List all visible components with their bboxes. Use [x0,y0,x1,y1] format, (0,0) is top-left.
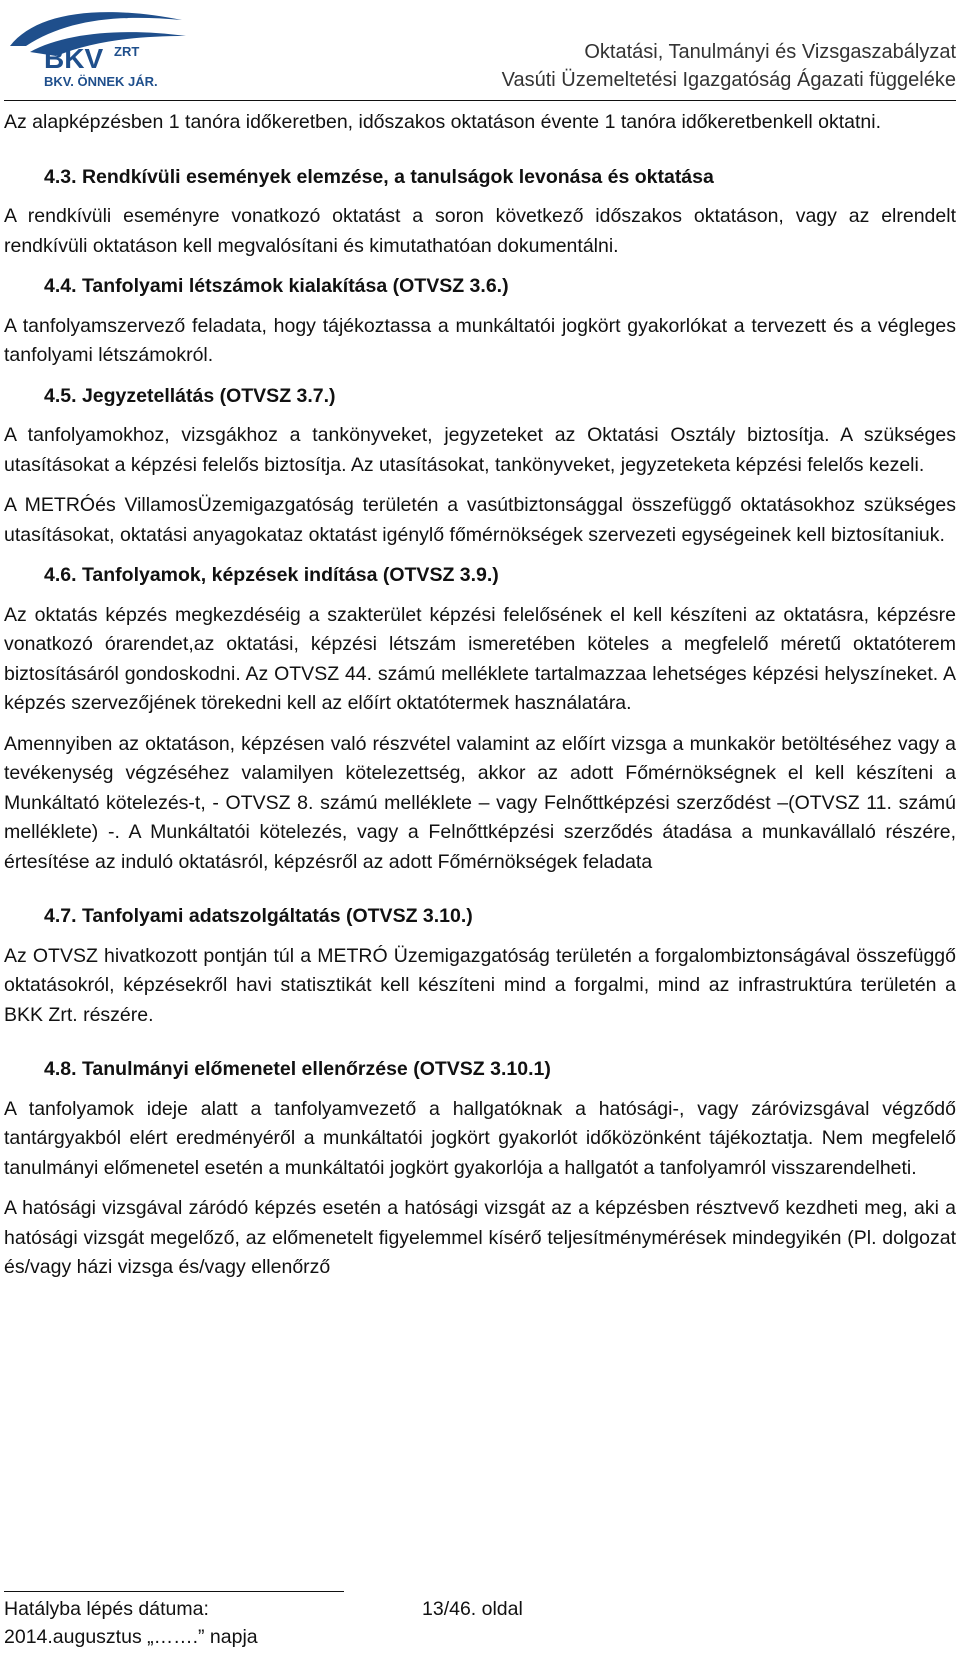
footer-effective-label: Hatályba lépés dátuma: [4,1598,209,1620]
footer-page-number: 13/46. oldal [422,1598,523,1620]
document-body [4,108,956,1294]
paragraph-4-4: A tanfolyamszervező feladata, hogy tájékoztassa a munkáltatói jogkört gyakorlókat a tervezett és a végleges tanfolyami létszámokról. [4,314,956,366]
paragraph-4-6-b: Amennyiben az oktatáson, képzésen való részvétel valamint az előírt vizsga a munkakör betöltéséhez vagy a tevékenység végzéséhez valamilyen kötelezettség, akkor az adott Főmérnökségnek el kell készíteni a Munkáltató kötelezés-t, - OTVSZ 8. számú melléklete – vagy Felnőttképzési szerződést –(OTVSZ 11. számú melléklete) -. A Munkáltatói kötelezés, vagy a Felnőttképzési szerződés átadása a munkavállaló részére, értesítése az induló oktatásról, képzésről az adott Főmérnökségek feladata [4,732,956,873]
logo-zrt-text: ZRT [114,44,140,59]
page-header [0,0,960,102]
paragraph-4-8-a: A tanfolyamok ideje alatt a tanfolyamvezető a hallgatóknak a hatósági-, vagy záróvizsgával végződő tantárgyakból elért eredményéről a munkáltatói jogkört gyakorlót időközönként tájékoztatja. Nem megfelelő tanulmányi előmenetel esetén a munkáltatói jogkört gyakorlója a hallgatót a tanfolyamról visszarendelheti. [4,1097,956,1179]
bkv-logo-graphic [6,6,191,90]
paragraph-4-8-b: A hatósági vizsgával záródó képzés esetén a hatósági vizsgát az a képzésben résztvevő kezdheti meg, aki a hatósági vizsgát megelőző, az előmenetelt figyelemmel kísérő teljesítménymérések mindegyikén (Pl. dolgozat és/vagy házi vizsga és/vagy ellenőrző [4,1197,956,1278]
heading-4-4: 4.4. Tanfolyami létszámok kialakítása (OTVSZ 3.6.) [44,275,509,297]
paragraph-intro: Az alapképzésben 1 tanóra időkeretben, időszakos oktatáson évente 1 tanóra időkeretbenkell oktatni. [4,111,881,133]
header-title-line2: Vasúti Üzemeltetési Igazgatóság Ágazati függeléke [501,69,956,91]
paragraph-4-3: A rendkívüli eseményre vonatkozó oktatást a soron következő időszakos oktatáson, vagy az elrendelt rendkívüli oktatáson kell megvalósítani és kimutathatóan dokumentálni. [4,205,956,257]
paragraph-4-5-b: A METRÓés VillamosÜzemigazgatóság területén a vasútbiztonsággal összefüggő oktatásokhoz szükséges utasításokat, oktatási anyagokataz oktatást igénylő főmérnökségek szervezeti egységeinek kell biztosítaniuk. [4,494,956,546]
heading-4-7: 4.7. Tanfolyami adatszolgáltatás (OTVSZ 3.10.) [44,905,473,927]
logo-bkv-text: BKV [44,43,104,74]
spacer [4,1041,956,1055]
footer-effective-date: 2014.augusztus „…….” napja [4,1626,258,1648]
spacer [4,888,956,902]
spacer [4,149,956,163]
footer-divider [4,1591,344,1592]
header-divider [4,100,956,101]
paragraph-4-5-a: A tanfolyamokhoz, vizsgákhoz a tankönyveket, jegyzeteket az Oktatási Osztály biztosítja. A szükséges utasításokat a képzési felelős biztosítja. Az utasításokat, tankönyveket, jegyzeteketa képzési felelős kezeli. [4,424,956,476]
bkv-logo [6,6,191,90]
header-titles [502,38,956,94]
heading-4-5: 4.5. Jegyzetellátás (OTVSZ 3.7.) [44,384,336,407]
paragraph-4-7: Az OTVSZ hivatkozott pontján túl a METRÓ Üzemigazgatóság területén a forgalombiztonságával összefüggő oktatásokról, képzésekről havi statisztikát kell készíteni mind a forgalmi, mind az infrastruktúra területén a BKK Zrt. részére. [4,944,956,1026]
heading-4-8: 4.8. Tanulmányi előmenetel ellenőrzése (OTVSZ 3.10.1) [44,1058,551,1080]
paragraph-4-6-a: Az oktatás képzés megkezdéséig a szakterület képzési felelősének el kell készíteni az oktatásra, képzésre vonatkozó órarendet,az oktatási, képzési létszám ismeretében köteles a megfelelő méretű oktatóterem biztosításáról gondoskodni. Az OTVSZ 44. számú melléklete tartalmazzaa lehetséges képzési helyszíneket. A képzés szervezőjének törekedni kell az előírt oktatótermek használatára. [4,603,956,714]
heading-4-6: 4.6. Tanfolyamok, képzések indítása (OTVSZ 3.9.) [44,564,499,586]
heading-4-3: 4.3. Rendkívüli események elemzése, a tanulságok levonása és oktatása [44,165,714,188]
header-title-line1: Oktatási, Tanulmányi és Vizsgaszabályzat [584,41,956,63]
logo-tagline: BKV. ÖNNEK JÁR. [44,74,158,89]
